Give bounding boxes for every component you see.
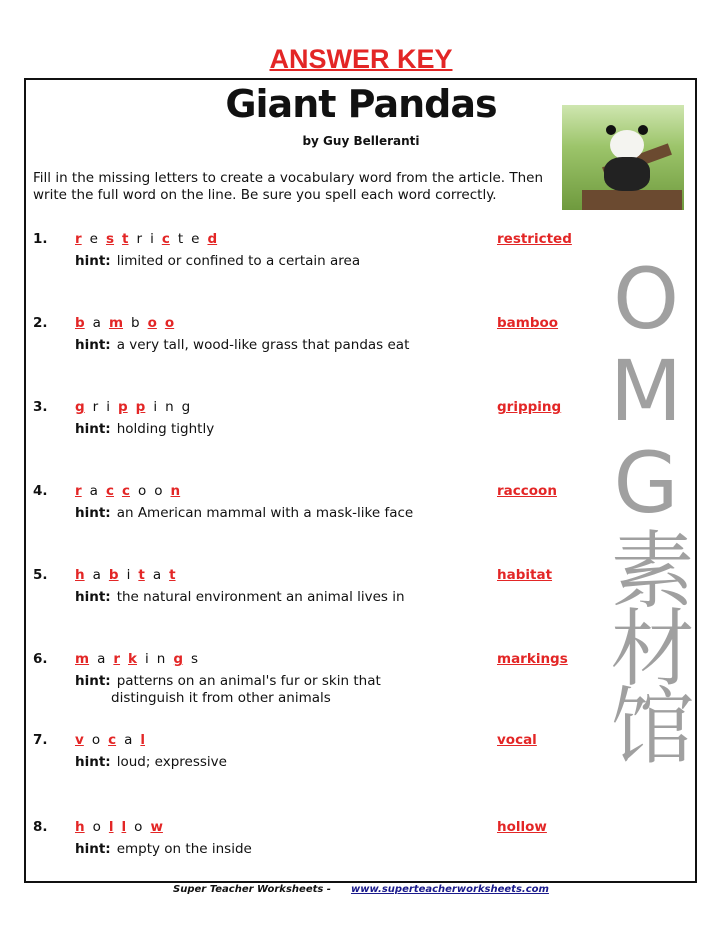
given-letter: a: [92, 315, 101, 331]
hint: [75, 253, 475, 270]
hint: [75, 841, 475, 858]
hint-text: holding tightly: [116, 421, 215, 437]
footer-link[interactable]: www.superteacherworksheets.com: [350, 884, 549, 895]
watermark: OMG素材馆: [597, 250, 695, 760]
hint-label: hint:: [75, 589, 111, 605]
filled-letter: l: [140, 732, 146, 748]
filled-letter: m: [108, 315, 124, 331]
hint-label: hint:: [75, 754, 111, 770]
letter-puzzle: [75, 399, 198, 416]
answer-word: restricted: [497, 231, 572, 247]
given-letter: a: [152, 567, 162, 583]
answer-word: raccoon: [497, 483, 557, 499]
hint: [75, 589, 475, 606]
given-letter: i: [126, 567, 131, 583]
filled-letter: w: [150, 819, 163, 835]
hint-text: a very tall, wood-like grass that pandas eat: [116, 337, 410, 353]
given-letter: b: [131, 315, 140, 331]
filled-letter: c: [161, 231, 170, 247]
given-letter: r: [92, 399, 99, 415]
filled-letter: t: [169, 567, 176, 583]
author: by Guy Belleranti: [302, 134, 420, 148]
filled-letter: v: [75, 732, 84, 748]
letter-puzzle: [75, 567, 184, 584]
filled-letter: h: [75, 567, 85, 583]
filled-letter: p: [135, 399, 146, 415]
filled-letter: n: [170, 483, 181, 499]
letter-puzzle: [75, 483, 188, 500]
filled-letter: r: [113, 651, 121, 667]
given-letter: e: [89, 231, 98, 247]
hint-label: hint:: [75, 841, 111, 857]
filled-letter: l: [108, 819, 114, 835]
instructions: Fill in the missing letters to create a vocabulary word from the article. Then write the full word on the line. Be sure you spell each word correctly.: [33, 170, 544, 203]
footer: [0, 884, 706, 895]
given-letter: o: [134, 819, 143, 835]
footer-brand: Super Teacher Worksheets -: [173, 884, 331, 895]
item-number: 3.: [33, 399, 48, 415]
hint-text: limited or confined to a certain area: [116, 253, 361, 269]
filled-letter: c: [105, 483, 114, 499]
given-letter: a: [124, 732, 133, 748]
hint-text: patterns on an animal's fur or skin that: [116, 673, 381, 689]
filled-letter: l: [121, 819, 127, 835]
given-letter: s: [191, 651, 199, 667]
hint: [75, 673, 475, 707]
given-letter: o: [91, 732, 101, 748]
given-letter: i: [106, 399, 110, 415]
filled-letter: r: [75, 483, 82, 499]
hint-label: hint:: [75, 673, 111, 689]
letter-puzzle: [75, 732, 153, 749]
filled-letter: g: [173, 651, 184, 667]
hint-text: loud; expressive: [116, 754, 227, 770]
item-number: 1.: [33, 231, 48, 247]
hint: [75, 754, 475, 771]
filled-letter: s: [105, 231, 115, 247]
answer-word: hollow: [497, 819, 547, 835]
letter-puzzle: [75, 315, 182, 332]
given-letter: i: [145, 651, 149, 667]
answer-word: gripping: [497, 399, 562, 415]
answer-word: habitat: [497, 567, 553, 583]
filled-letter: p: [118, 399, 128, 415]
filled-letter: b: [75, 315, 85, 331]
panda-photo: [562, 105, 684, 210]
given-letter: r: [136, 231, 143, 247]
given-letter: n: [156, 651, 166, 667]
filled-letter: k: [128, 651, 138, 667]
answer-key-heading: ANSWER KEY: [269, 44, 453, 74]
item-number: 2.: [33, 315, 48, 331]
filled-letter: t: [122, 231, 129, 247]
letter-puzzle: [75, 231, 225, 248]
filled-letter: r: [75, 231, 82, 247]
given-letter: a: [89, 483, 98, 499]
hint: [75, 421, 475, 438]
letter-puzzle: [75, 819, 171, 836]
item-number: 5.: [33, 567, 48, 583]
given-letter: t: [177, 231, 184, 247]
given-letter: o: [137, 483, 147, 499]
given-letter: i: [150, 231, 154, 247]
answer-word: vocal: [497, 732, 537, 748]
filled-letter: d: [207, 231, 218, 247]
given-letter: o: [92, 819, 101, 835]
hint-label: hint:: [75, 253, 111, 269]
filled-letter: t: [138, 567, 145, 583]
filled-letter: c: [108, 732, 117, 748]
hint-text: the natural environment an animal lives in: [116, 589, 405, 605]
given-letter: o: [154, 483, 163, 499]
item-number: 4.: [33, 483, 48, 499]
hint-text: empty on the inside: [116, 841, 252, 857]
item-number: 8.: [33, 819, 48, 835]
given-letter: e: [191, 231, 200, 247]
letter-puzzle: [75, 651, 206, 668]
item-number: 6.: [33, 651, 48, 667]
given-letter: a: [97, 651, 106, 667]
hint: [75, 505, 475, 522]
page-title: Giant Pandas: [225, 82, 497, 126]
given-letter: g: [181, 399, 191, 415]
given-letter: n: [165, 399, 174, 415]
hint-label: hint:: [75, 505, 111, 521]
filled-letter: o: [164, 315, 175, 331]
filled-letter: b: [108, 567, 119, 583]
answer-word: markings: [497, 651, 568, 667]
answer-word: bamboo: [497, 315, 559, 331]
filled-letter: m: [75, 651, 90, 667]
hint-label: hint:: [75, 421, 111, 437]
hint: [75, 337, 475, 354]
hint-text-continued: distinguish it from other animals: [111, 690, 331, 706]
given-letter: i: [153, 399, 158, 415]
filled-letter: c: [121, 483, 130, 499]
filled-letter: g: [75, 399, 85, 415]
item-number: 7.: [33, 732, 48, 748]
filled-letter: h: [75, 819, 85, 835]
given-letter: a: [92, 567, 101, 583]
filled-letter: o: [147, 315, 157, 331]
hint-text: an American mammal with a mask-like face: [116, 505, 414, 521]
hint-label: hint:: [75, 337, 111, 353]
